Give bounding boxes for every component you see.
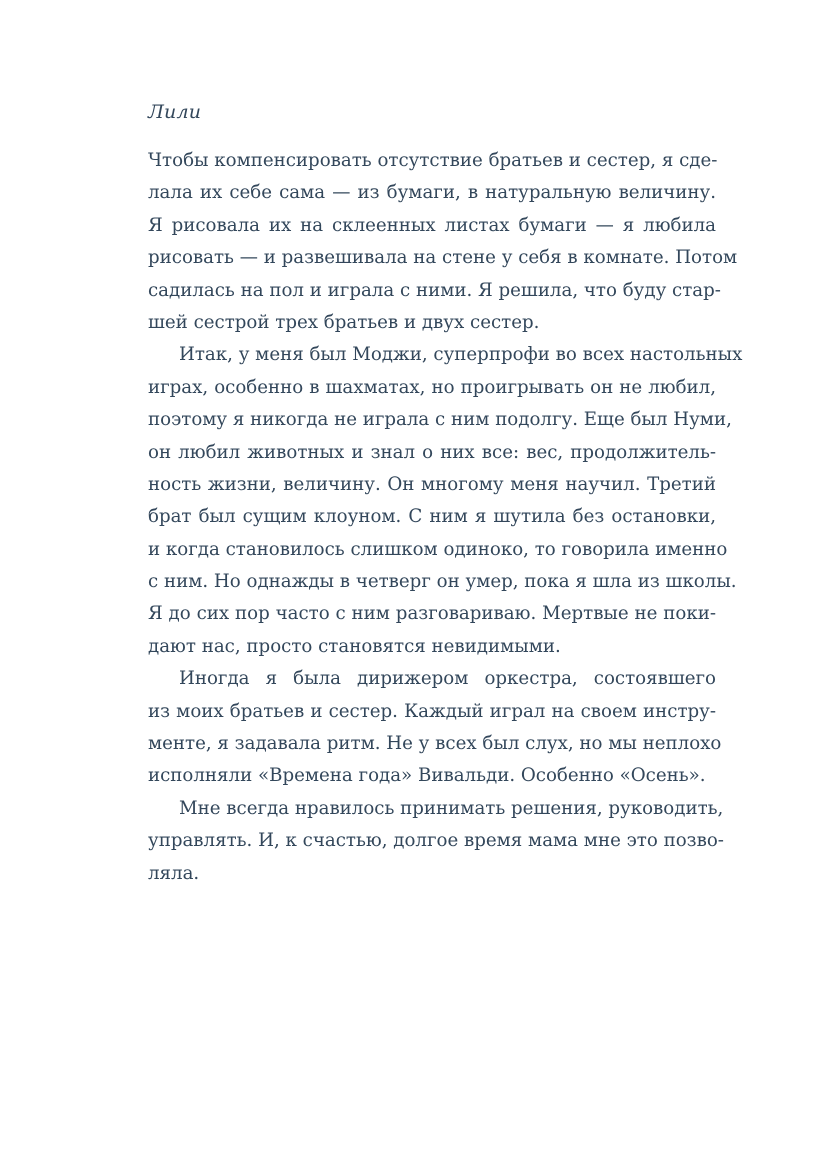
text-line: управлять. И, к счастью, долгое время мама мне это позво- [148,830,724,852]
text-line: играх, особенно в шахматах, но проигрывать он не любил, [148,376,716,398]
text-line: брат был сущим клоуном. С ним я шутила без остановки, [148,506,716,528]
text-line: и когда становилось слишком одиноко, то говорила именно [148,538,728,560]
text-line: шей сестрой трех братьев и двух сестер. [148,311,540,333]
text-line: Мне всегда нравилось принимать решения, руководить, [179,797,724,819]
text-line: дают нас, просто становятся невидимыми. [148,635,561,657]
text-line: Я до сих пор часто с ним разговариваю. Мертвые не поки- [148,603,716,625]
chapter-heading: Лили [148,101,202,123]
text-line: садилась на пол и играла с ними. Я решила, что буду стар- [148,279,721,301]
text-line: рисовать — и развешивала на стене у себя в комнате. Потом [148,247,738,269]
paragraph-3 [148,663,722,793]
text-line: он любил животных и знал о них все: вес, продолжитель- [148,441,716,463]
text-line: ляла. [148,862,200,884]
text-line: Иногда я была дирижером оркестра, состоявшего [179,668,716,690]
text-line: из моих братьев и сестер. Каждый играл на своем инстру- [148,700,716,722]
text-line: менте, я задавала ритм. Не у всех был слух, но мы неплохо [148,733,722,755]
body-text [148,145,743,890]
text-line: с ним. Но однажды в четверг он умер, пока я шла из школы. [148,571,737,593]
text-line: Итак, у меня был Моджи, суперпрофи во всех настольных [179,344,743,366]
text-line: Чтобы компенсировать отсутствие братьев и сестер, я сде- [148,150,718,171]
paragraph-4 [148,793,724,890]
text-line: лала их себе сама — из бумаги, в натуральную величину. [148,182,716,204]
text-line: исполняли «Времена года» Вивальди. Особенно «Осень». [148,765,706,787]
paragraph-1 [148,145,738,339]
text-line: Я рисовала их на склеенных листах бумаги — я любила [148,214,716,236]
text-line: поэтому я никогда не играла с ним подолгу. Еще был Нуми, [148,409,732,431]
text-line: ность жизни, величину. Он многому меня научил. Третий [148,473,716,495]
paragraph-2 [148,339,743,663]
